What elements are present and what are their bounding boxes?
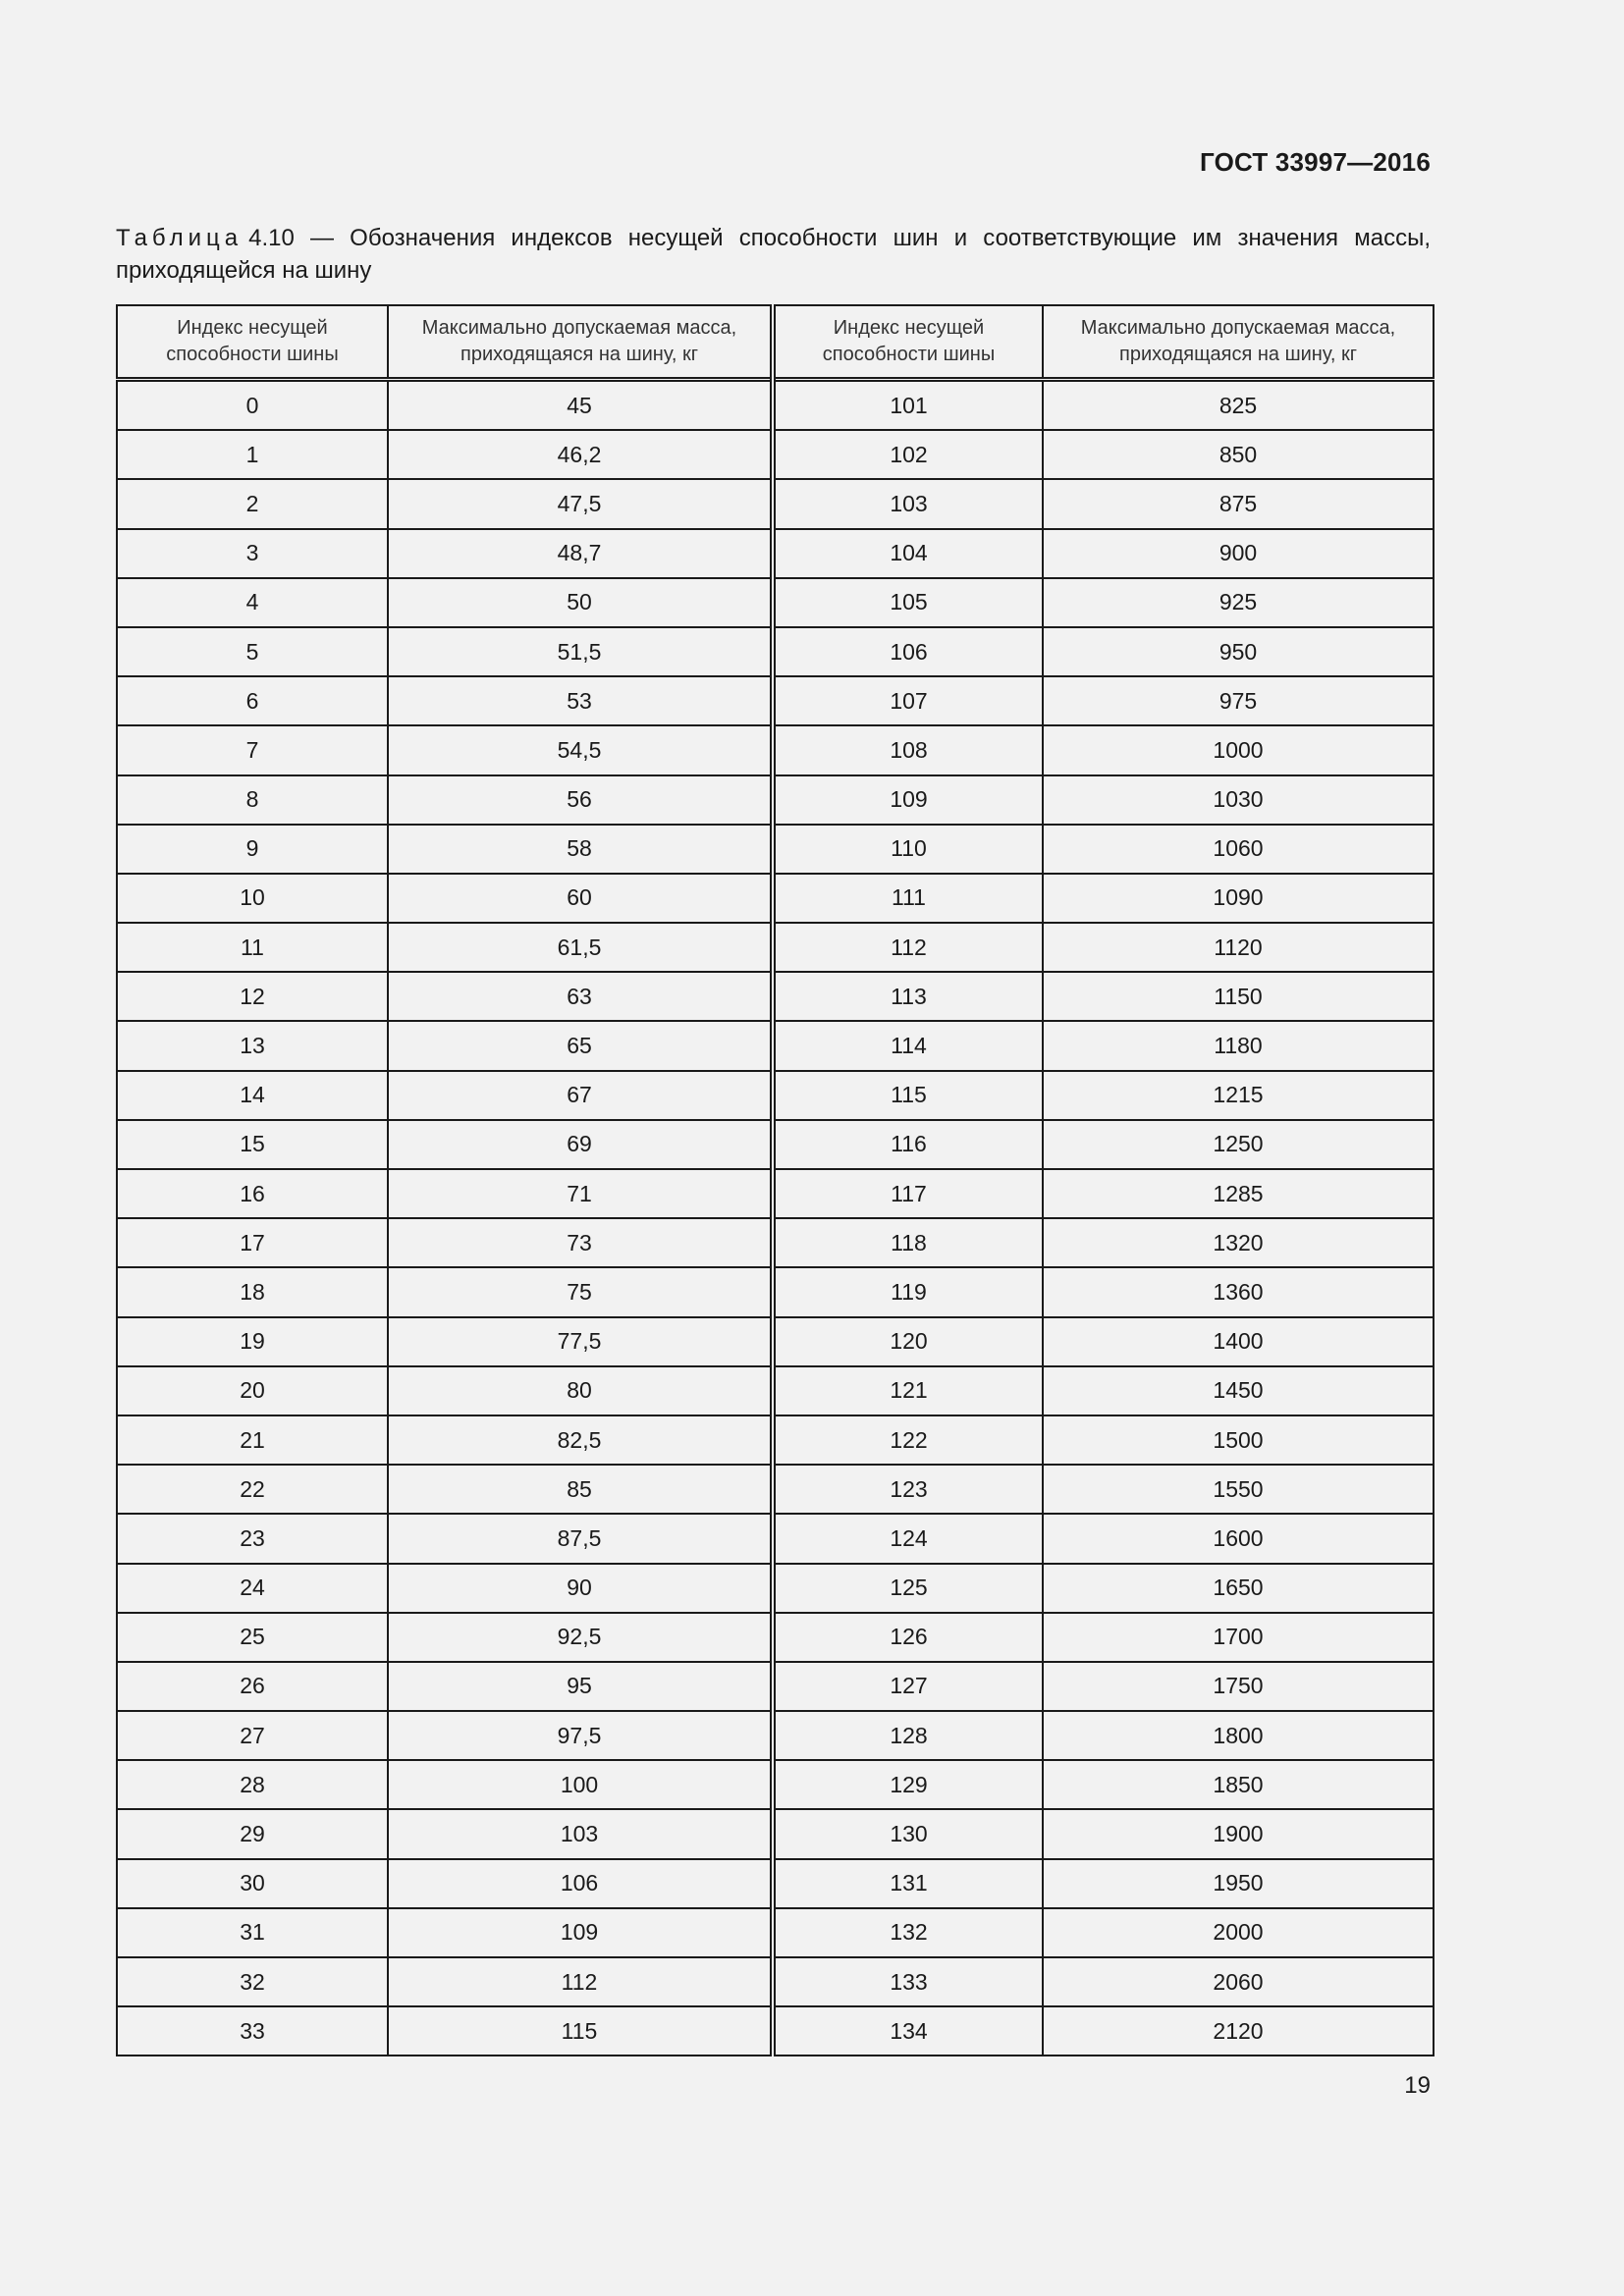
cell-max-mass-left: 80 [388, 1366, 773, 1415]
table-row [117, 923, 1434, 972]
table-row [117, 1514, 1434, 1563]
cell-load-index-right: 123 [773, 1465, 1043, 1514]
cell-max-mass-left: 100 [388, 1760, 773, 1809]
cell-max-mass-left: 56 [388, 775, 773, 825]
cell-max-mass-left: 53 [388, 676, 773, 725]
cell-max-mass-left: 90 [388, 1564, 773, 1613]
cell-max-mass-right: 1030 [1043, 775, 1434, 825]
cell-load-index-right: 103 [773, 479, 1043, 528]
page-number: 19 [1404, 2072, 1431, 2099]
cell-load-index-right: 126 [773, 1613, 1043, 1662]
cell-max-mass-right: 1500 [1043, 1415, 1434, 1465]
cell-load-index-right: 120 [773, 1317, 1043, 1366]
cell-load-index-left: 3 [117, 529, 388, 578]
cell-load-index-right: 129 [773, 1760, 1043, 1809]
table-row [117, 1662, 1434, 1711]
cell-load-index-left: 31 [117, 1908, 388, 1957]
cell-max-mass-left: 69 [388, 1120, 773, 1169]
cell-max-mass-right: 1180 [1043, 1021, 1434, 1070]
cell-max-mass-right: 1090 [1043, 874, 1434, 923]
table-row [117, 1908, 1434, 1957]
cell-load-index-right: 133 [773, 1957, 1043, 2006]
table-body [117, 380, 1434, 2056]
cell-max-mass-left: 63 [388, 972, 773, 1021]
table-caption [116, 222, 1431, 287]
cell-max-mass-right: 975 [1043, 676, 1434, 725]
cell-load-index-left: 24 [117, 1564, 388, 1613]
cell-max-mass-left: 60 [388, 874, 773, 923]
cell-load-index-left: 32 [117, 1957, 388, 2006]
cell-max-mass-right: 1700 [1043, 1613, 1434, 1662]
table-row [117, 1120, 1434, 1169]
cell-max-mass-right: 1800 [1043, 1711, 1434, 1760]
cell-load-index-right: 121 [773, 1366, 1043, 1415]
cell-max-mass-left: 54,5 [388, 725, 773, 774]
cell-load-index-right: 127 [773, 1662, 1043, 1711]
cell-load-index-left: 27 [117, 1711, 388, 1760]
cell-load-index-right: 116 [773, 1120, 1043, 1169]
table-row [117, 1564, 1434, 1613]
cell-max-mass-left: 95 [388, 1662, 773, 1711]
table-caption-label: Таблица [116, 225, 244, 251]
cell-load-index-right: 110 [773, 825, 1043, 874]
cell-load-index-left: 22 [117, 1465, 388, 1514]
cell-load-index-left: 1 [117, 430, 388, 479]
cell-max-mass-right: 1360 [1043, 1267, 1434, 1316]
cell-max-mass-right: 1400 [1043, 1317, 1434, 1366]
cell-max-mass-left: 97,5 [388, 1711, 773, 1760]
cell-load-index-right: 113 [773, 972, 1043, 1021]
cell-max-mass-right: 1285 [1043, 1169, 1434, 1218]
cell-max-mass-right: 2000 [1043, 1908, 1434, 1957]
cell-max-mass-left: 92,5 [388, 1613, 773, 1662]
table-row [117, 578, 1434, 627]
table-row [117, 676, 1434, 725]
table-row [117, 1465, 1434, 1514]
cell-max-mass-right: 925 [1043, 578, 1434, 627]
cell-max-mass-left: 51,5 [388, 627, 773, 676]
cell-load-index-right: 134 [773, 2006, 1043, 2056]
cell-max-mass-left: 58 [388, 825, 773, 874]
table-row [117, 1169, 1434, 1218]
cell-max-mass-left: 46,2 [388, 430, 773, 479]
cell-max-mass-right: 1250 [1043, 1120, 1434, 1169]
cell-max-mass-left: 103 [388, 1809, 773, 1858]
table-row [117, 1021, 1434, 1070]
cell-max-mass-left: 61,5 [388, 923, 773, 972]
cell-max-mass-right: 2060 [1043, 1957, 1434, 2006]
table-row [117, 775, 1434, 825]
cell-max-mass-right: 1320 [1043, 1218, 1434, 1267]
cell-max-mass-right: 1600 [1043, 1514, 1434, 1563]
document-standard-number: ГОСТ 33997—2016 [1200, 147, 1431, 177]
cell-load-index-left: 10 [117, 874, 388, 923]
cell-max-mass-left: 73 [388, 1218, 773, 1267]
cell-load-index-left: 25 [117, 1613, 388, 1662]
table-row [117, 1809, 1434, 1858]
table-row [117, 725, 1434, 774]
cell-load-index-right: 105 [773, 578, 1043, 627]
column-header-load-index-left: Индекс несущей способности шины [117, 305, 388, 380]
table-row [117, 972, 1434, 1021]
cell-load-index-left: 13 [117, 1021, 388, 1070]
table-row [117, 1760, 1434, 1809]
table-row [117, 1071, 1434, 1120]
cell-max-mass-right: 1650 [1043, 1564, 1434, 1613]
cell-load-index-left: 19 [117, 1317, 388, 1366]
cell-max-mass-left: 109 [388, 1908, 773, 1957]
cell-max-mass-left: 65 [388, 1021, 773, 1070]
cell-load-index-left: 7 [117, 725, 388, 774]
cell-load-index-right: 107 [773, 676, 1043, 725]
cell-load-index-right: 119 [773, 1267, 1043, 1316]
cell-load-index-left: 21 [117, 1415, 388, 1465]
cell-max-mass-right: 1215 [1043, 1071, 1434, 1120]
table-row [117, 1711, 1434, 1760]
cell-max-mass-right: 1850 [1043, 1760, 1434, 1809]
cell-load-index-right: 131 [773, 1859, 1043, 1908]
cell-max-mass-left: 106 [388, 1859, 773, 1908]
cell-load-index-left: 29 [117, 1809, 388, 1858]
cell-max-mass-right: 1060 [1043, 825, 1434, 874]
cell-max-mass-left: 85 [388, 1465, 773, 1514]
table-row [117, 479, 1434, 528]
cell-load-index-right: 109 [773, 775, 1043, 825]
cell-max-mass-right: 1120 [1043, 923, 1434, 972]
cell-max-mass-left: 87,5 [388, 1514, 773, 1563]
cell-load-index-right: 117 [773, 1169, 1043, 1218]
cell-load-index-right: 124 [773, 1514, 1043, 1563]
cell-max-mass-right: 1550 [1043, 1465, 1434, 1514]
cell-max-mass-right: 1900 [1043, 1809, 1434, 1858]
cell-load-index-left: 9 [117, 825, 388, 874]
cell-load-index-left: 20 [117, 1366, 388, 1415]
cell-load-index-left: 23 [117, 1514, 388, 1563]
table-row [117, 430, 1434, 479]
cell-load-index-left: 15 [117, 1120, 388, 1169]
cell-max-mass-left: 47,5 [388, 479, 773, 528]
cell-max-mass-right: 2120 [1043, 2006, 1434, 2056]
cell-max-mass-left: 67 [388, 1071, 773, 1120]
table-row [117, 2006, 1434, 2056]
table-row [117, 825, 1434, 874]
cell-max-mass-left: 115 [388, 2006, 773, 2056]
table-row [117, 529, 1434, 578]
cell-load-index-left: 2 [117, 479, 388, 528]
column-header-max-mass-right: Максимально допускаемая масса, приходящаяся на шину, кг [1043, 305, 1434, 380]
cell-max-mass-right: 1450 [1043, 1366, 1434, 1415]
cell-load-index-right: 122 [773, 1415, 1043, 1465]
cell-load-index-left: 14 [117, 1071, 388, 1120]
cell-load-index-right: 114 [773, 1021, 1043, 1070]
cell-load-index-left: 30 [117, 1859, 388, 1908]
table-row [117, 1218, 1434, 1267]
column-header-max-mass-left: Максимально допускаемая масса, приходящаяся на шину, кг [388, 305, 773, 380]
table-row [117, 627, 1434, 676]
table-row [117, 1317, 1434, 1366]
cell-max-mass-left: 112 [388, 1957, 773, 2006]
cell-max-mass-left: 71 [388, 1169, 773, 1218]
column-header-load-index-right: Индекс несущей способности шины [773, 305, 1043, 380]
cell-max-mass-left: 50 [388, 578, 773, 627]
cell-max-mass-left: 45 [388, 380, 773, 431]
table-row [117, 1613, 1434, 1662]
table-row [117, 1415, 1434, 1465]
cell-load-index-right: 118 [773, 1218, 1043, 1267]
cell-load-index-left: 4 [117, 578, 388, 627]
cell-load-index-left: 33 [117, 2006, 388, 2056]
table-row [117, 1267, 1434, 1316]
cell-max-mass-right: 900 [1043, 529, 1434, 578]
cell-max-mass-left: 77,5 [388, 1317, 773, 1366]
cell-max-mass-right: 1150 [1043, 972, 1434, 1021]
table-row [117, 874, 1434, 923]
cell-load-index-right: 102 [773, 430, 1043, 479]
table-row [117, 1859, 1434, 1908]
cell-load-index-left: 0 [117, 380, 388, 431]
table-row [117, 1957, 1434, 2006]
cell-load-index-left: 8 [117, 775, 388, 825]
cell-load-index-right: 104 [773, 529, 1043, 578]
cell-max-mass-left: 75 [388, 1267, 773, 1316]
cell-load-index-right: 128 [773, 1711, 1043, 1760]
table-row [117, 380, 1434, 431]
load-index-table [116, 304, 1435, 2056]
table-caption-text: 4.10 — Обозначения индексов несущей способности шин и соответствующие им значения массы, приходящейся на шину [116, 225, 1431, 284]
cell-load-index-right: 112 [773, 923, 1043, 972]
cell-load-index-left: 16 [117, 1169, 388, 1218]
cell-load-index-left: 5 [117, 627, 388, 676]
cell-load-index-left: 11 [117, 923, 388, 972]
cell-load-index-right: 101 [773, 380, 1043, 431]
cell-max-mass-left: 48,7 [388, 529, 773, 578]
cell-load-index-left: 12 [117, 972, 388, 1021]
cell-load-index-left: 26 [117, 1662, 388, 1711]
cell-max-mass-right: 850 [1043, 430, 1434, 479]
cell-load-index-right: 111 [773, 874, 1043, 923]
cell-load-index-left: 6 [117, 676, 388, 725]
cell-load-index-right: 106 [773, 627, 1043, 676]
cell-max-mass-right: 1000 [1043, 725, 1434, 774]
cell-load-index-left: 18 [117, 1267, 388, 1316]
cell-max-mass-right: 1750 [1043, 1662, 1434, 1711]
cell-load-index-right: 132 [773, 1908, 1043, 1957]
cell-load-index-left: 17 [117, 1218, 388, 1267]
cell-max-mass-right: 875 [1043, 479, 1434, 528]
cell-load-index-left: 28 [117, 1760, 388, 1809]
cell-max-mass-right: 825 [1043, 380, 1434, 431]
cell-load-index-right: 115 [773, 1071, 1043, 1120]
cell-load-index-right: 125 [773, 1564, 1043, 1613]
cell-max-mass-right: 1950 [1043, 1859, 1434, 1908]
cell-load-index-right: 130 [773, 1809, 1043, 1858]
table-row [117, 1366, 1434, 1415]
cell-max-mass-right: 950 [1043, 627, 1434, 676]
cell-load-index-right: 108 [773, 725, 1043, 774]
table-header-row [117, 305, 1434, 380]
cell-max-mass-left: 82,5 [388, 1415, 773, 1465]
